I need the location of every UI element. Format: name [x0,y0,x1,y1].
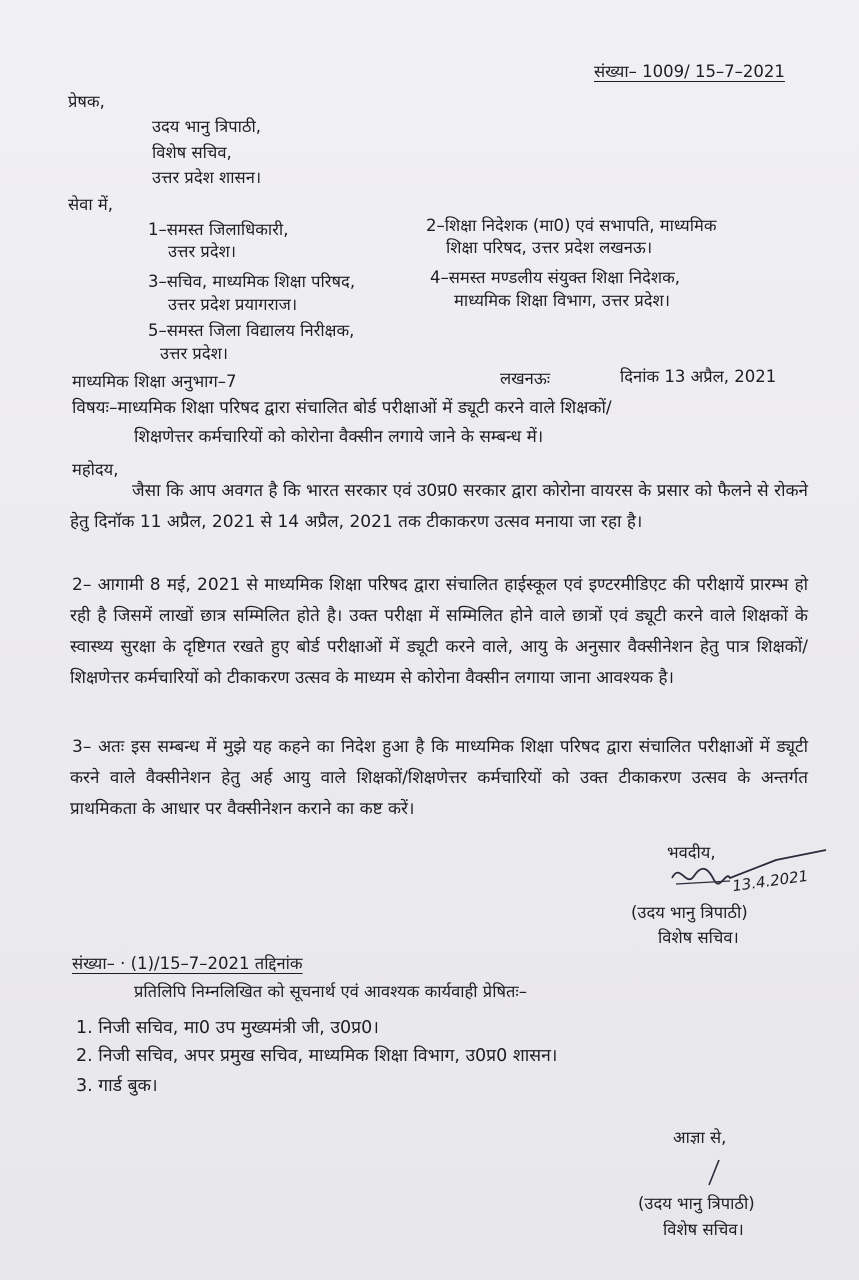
recipient-1-line2: उत्तर प्रदेश। [168,242,237,261]
signatory-name: (उदय भानु त्रिपाठी) [631,903,748,922]
recipient-4-line2: माध्यमिक शिक्षा विभाग, उत्तर प्रदेश। [454,291,670,310]
paragraph-2: 2– आगामी 8 मई, 2021 से माध्यमिक शिक्षा परिषद द्वारा संचालित हाईस्कूल एवं इण्टरमीडिएट की परीक्षायें प्रारम्भ हो रही है जिसमें लाखों छात्र सम्मिलित होते है। उक्त परीक्षा में सम्मिलित होने वाले छात्रों एवं ड्यूटी करने वाले शिक्षकों के स्वास्थ्य सुरक्षा के दृष्टिगत रखते हुए बोर्ड परीक्षाओं में ड्यूटी करने वाले, आयु के अनुसार वैक्सीनेशन हेतु पात्र शिक्षकों/शिक्षणेत्तर कर्मचारियों को टीकाकरण उत्सव के माध्यम से कोरोना वैक्सीन लगाया जाना आवश्यक है। [70,575,808,688]
paragraph-3: 3– अतः इस सम्बन्ध में मुझे यह कहने का निदेश हुआ है कि माध्यमिक शिक्षा परिषद द्वारा संचालित परीक्षाओं में ड्यूटी करने वाले वैक्सीनेशन हेतु अर्ह आयु वाले शिक्षकों/शिक्षणेत्तर कर्मचारियों को उक्त टीकाकरण उत्सव के अन्तर्गत प्राथमिकता के आधार पर वैक्सीनेशन कराने का कष्ट करें। [70,737,808,819]
copy-list-item-1: 1. निजी सचिव, मा0 उप मुख्यमंत्री जी, उ0प्र0। [76,1018,379,1038]
order-signatory-name: (उदय भानु त्रिपाठी) [638,1194,755,1213]
section-name: माध्यमिक शिक्षा अनुभाग–7 [72,372,237,391]
sender-designation: विशेष सचिव, [152,143,232,162]
recipient-1-line1: 1–समस्त जिलाधिकारी, [148,220,289,239]
recipients-label: सेवा में, [68,195,113,214]
sender-office: उत्तर प्रदेश शासन। [152,168,262,187]
recipient-2-line2: शिक्षा परिषद, उत्तर प्रदेश लखनऊ। [446,238,653,257]
subject-line-1: विषयः–माध्यमिक शिक्षा परिषद द्वारा संचालित बोर्ड परीक्षाओं में ड्यूटी करने वाले शिक्षकों/ [72,398,612,418]
reference-number: संख्या– 1009/ 15–7–2021 [594,62,785,81]
recipient-5-line1: 5–समस्त जिला विद्यालय निरीक्षक, [148,321,355,340]
by-order: आज्ञा से, [673,1128,727,1147]
recipient-2-line1: 2–शिक्षा निदेशक (मा0) एवं सभापति, माध्यमिक [426,216,717,235]
paragraph-1: जैसा कि आप अवगत है कि भारत सरकार एवं उ0प्र0 सरकार द्वारा कोरोना वायरस के प्रसार को फैलने से रोकने हेतु दिनॉक 11 अप्रैल, 2021 से 14 अप्रैल, 2021 तक टीकाकरण उत्सव मनाया जा रहा है। [70,481,808,532]
signatory-designation: विशेष सचिव। [658,928,739,947]
copy-list-item-2: 2. निजी सचिव, अपर प्रमुख सचिव, माध्यमिक शिक्षा विभाग, उ0प्र0 शासन। [76,1046,558,1066]
order-signatory-designation: विशेष सचिव। [663,1220,744,1239]
copy-intro: प्रतिलिपि निम्नलिखित को सूचनार्थ एवं आवश्यक कार्यवाही प्रेषितः– [134,982,527,1001]
recipient-5-line2: उत्तर प्रदेश। [160,344,229,363]
copy-reference-number: संख्या– · (1)/15–7–2021 तद्दिनांक [72,954,303,973]
place: लखनऊः [500,369,551,388]
sender-label: प्रेषक, [68,92,105,111]
recipient-3-line1: 3–सचिव, माध्यमिक शिक्षा परिषद, [148,272,356,291]
signature-date: 13.4.2021 [731,866,810,896]
order-signature-mark [704,1158,724,1188]
sender-name: उदय भानु त्रिपाठी, [152,117,262,136]
letter-date: दिनांक 13 अप्रैल, 2021 [620,367,777,386]
recipient-4-line1: 4–समस्त मण्डलीय संयुक्त शिक्षा निदेशक, [430,268,681,287]
copy-list-item-3: 3. गार्ड बुक। [76,1076,158,1096]
closing-yours: भवदीय, [667,843,716,862]
subject-line-2: शिक्षणेत्तर कर्मचारियों को कोरोना वैक्सीन लगाये जाने के सम्बन्ध में। [134,427,544,447]
recipient-3-line2: उत्तर प्रदेश प्रयागराज। [168,295,298,314]
salutation: महोदय, [72,460,119,479]
